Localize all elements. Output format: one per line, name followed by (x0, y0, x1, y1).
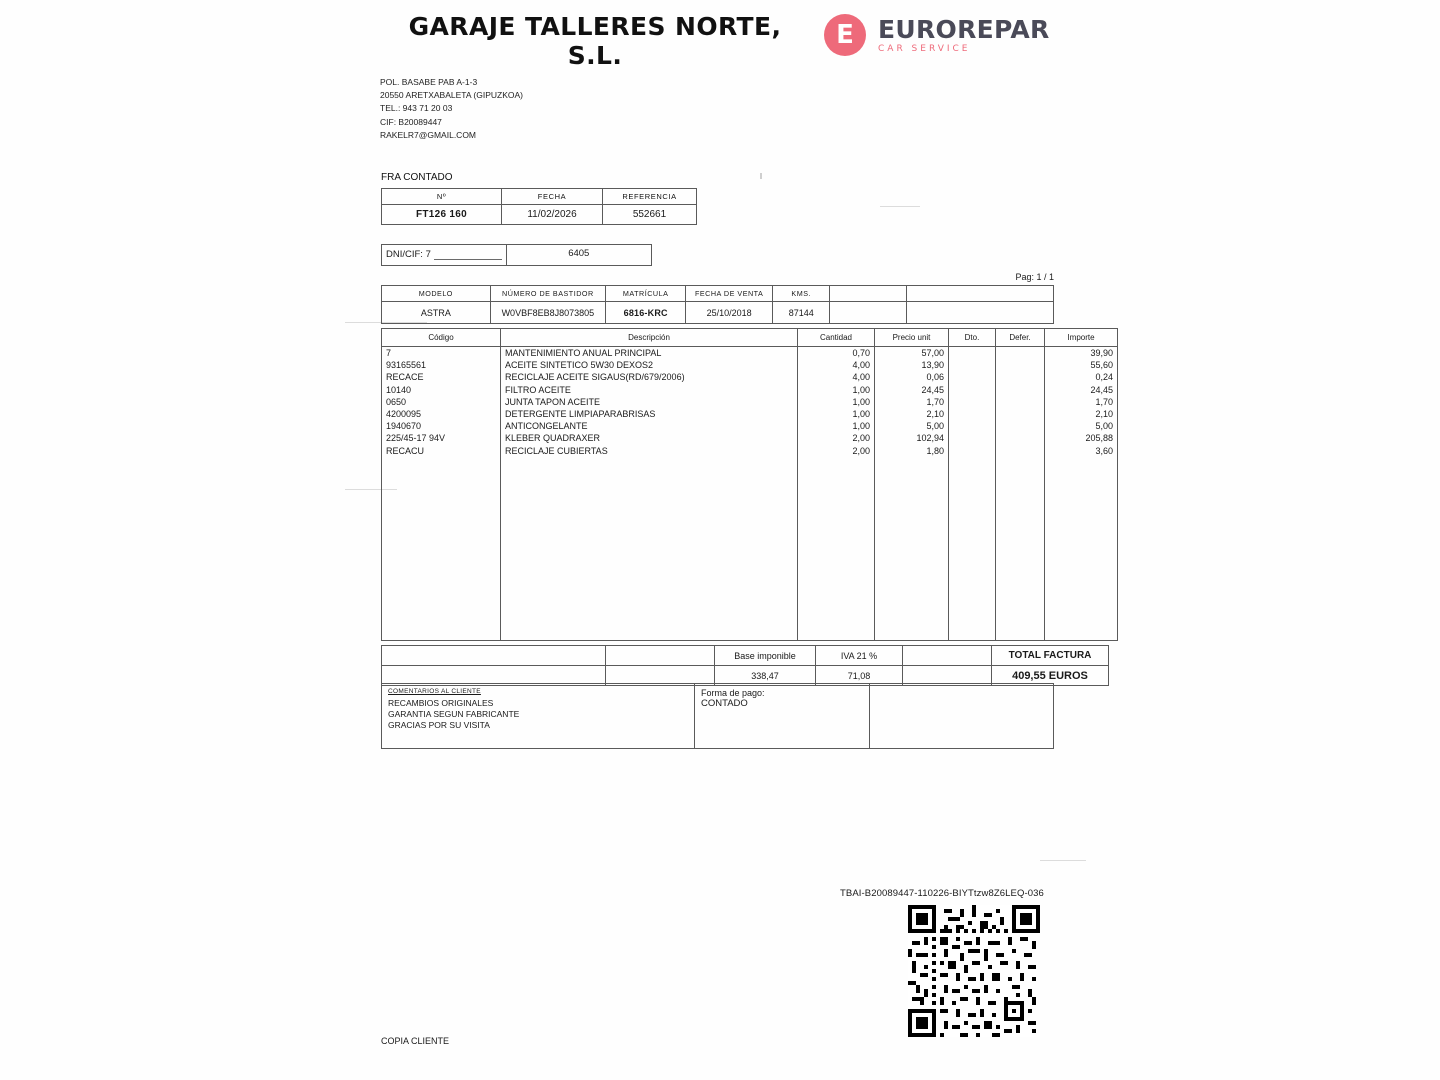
iva-label: IVA 21 % (816, 646, 903, 666)
line-importe: 39,90 (1045, 347, 1118, 360)
address-line: CIF: B20089447 (380, 116, 442, 127)
column-header-cantidad: Cantidad (798, 329, 875, 347)
line-dto (949, 554, 996, 566)
line-codigo (382, 518, 501, 530)
line-cantidad: 4,00 (798, 359, 875, 371)
invoice-type-label: FRA CONTADO (381, 172, 453, 183)
address-line: 20550 ARETXABALETA (GIPUZKOA) (380, 90, 523, 101)
footer-blank-box (870, 683, 1054, 749)
line-defer (996, 420, 1045, 432)
line-descripcion: ACEITE SINTETICO 5W30 DEXOS2 (501, 359, 798, 371)
column-header-extra-2 (906, 286, 1053, 302)
vehicle-bastidor: W0VBF8EB8J8073805 (490, 302, 605, 324)
invoice-reference: 552661 (603, 205, 697, 225)
line-precio (875, 554, 949, 566)
line-codigo (382, 567, 501, 579)
company-address (380, 76, 523, 142)
totals-blank-b (606, 646, 715, 666)
line-cantidad: 1,00 (798, 384, 875, 396)
table-row (382, 445, 1118, 457)
column-header-kms: KMS. (772, 286, 829, 302)
table-row-empty (382, 469, 1118, 481)
payment-label: Forma de pago: (701, 688, 765, 698)
line-dto (949, 396, 996, 408)
column-header-importe: Importe (1045, 329, 1118, 347)
table-row-empty (382, 554, 1118, 566)
table-row (382, 359, 1118, 371)
line-cantidad (798, 493, 875, 505)
invoice-date: 11/02/2026 (502, 205, 603, 225)
line-defer (996, 506, 1045, 518)
line-defer (996, 359, 1045, 371)
column-header-defer: Defer. (996, 329, 1045, 347)
column-header-codigo: Código (382, 329, 501, 347)
line-importe: 1,70 (1045, 396, 1118, 408)
invoice-header-table (381, 188, 697, 225)
line-precio: 1,70 (875, 396, 949, 408)
line-descripcion (501, 603, 798, 615)
comment-line: GRACIAS POR SU VISITA (388, 720, 490, 731)
total-factura-value: 409,55 EUROS (992, 666, 1109, 686)
line-precio: 57,00 (875, 347, 949, 360)
line-cantidad (798, 554, 875, 566)
line-defer (996, 615, 1045, 627)
line-cantidad (798, 542, 875, 554)
line-cantidad (798, 469, 875, 481)
lines-body (382, 347, 1118, 641)
scan-artifact (1040, 860, 1086, 861)
base-imponible-value: 338,47 (715, 666, 816, 686)
line-descripcion: KLEBER QUADRAXER (501, 432, 798, 444)
line-descripcion (501, 615, 798, 627)
line-precio (875, 591, 949, 603)
vehicle-table (381, 285, 1054, 324)
table-row-empty (382, 567, 1118, 579)
line-dto (949, 591, 996, 603)
line-cantidad (798, 627, 875, 640)
line-importe (1045, 554, 1118, 566)
dni-label-wrap (382, 245, 506, 265)
line-dto (949, 445, 996, 457)
line-defer (996, 530, 1045, 542)
line-defer (996, 396, 1045, 408)
line-codigo: 225/45-17 94V (382, 432, 501, 444)
line-codigo (382, 530, 501, 542)
line-precio: 0,06 (875, 371, 949, 383)
line-precio (875, 506, 949, 518)
line-importe (1045, 567, 1118, 579)
brand-text (878, 14, 1050, 54)
line-cantidad: 1,00 (798, 408, 875, 420)
line-precio (875, 518, 949, 530)
brand-name: EUROREPAR (878, 14, 1050, 44)
line-dto (949, 384, 996, 396)
column-header-fecha: FECHA (502, 189, 603, 205)
line-dto (949, 420, 996, 432)
total-factura-label: TOTAL FACTURA (992, 646, 1109, 666)
table-row-empty (382, 579, 1118, 591)
line-dto (949, 603, 996, 615)
address-line: TEL.: 943 71 20 03 (380, 103, 453, 114)
line-importe (1045, 603, 1118, 615)
line-precio (875, 469, 949, 481)
line-descripcion (501, 457, 798, 469)
line-defer (996, 347, 1045, 360)
line-cantidad: 2,00 (798, 432, 875, 444)
table-row-empty (382, 615, 1118, 627)
line-precio (875, 481, 949, 493)
line-descripcion (501, 469, 798, 481)
line-descripcion (501, 530, 798, 542)
dni-row (381, 244, 652, 266)
line-importe (1045, 481, 1118, 493)
line-precio: 2,10 (875, 408, 949, 420)
table-row (382, 420, 1118, 432)
table-header-row (382, 286, 1054, 302)
line-defer (996, 384, 1045, 396)
line-dto (949, 615, 996, 627)
line-defer (996, 591, 1045, 603)
totals-table (381, 645, 1109, 686)
line-codigo: RECACE (382, 371, 501, 383)
line-cantidad (798, 579, 875, 591)
line-precio: 102,94 (875, 432, 949, 444)
line-cantidad (798, 591, 875, 603)
line-precio (875, 542, 949, 554)
tbai-code: TBAI-B20089447-110226-BIYTtzw8Z6LEQ-036 (840, 888, 1044, 899)
line-precio: 13,90 (875, 359, 949, 371)
line-dto (949, 518, 996, 530)
brand-subtitle: CAR SERVICE (878, 43, 971, 54)
line-descripcion (501, 554, 798, 566)
comments-title: COMENTARIOS AL CLIENTE (388, 688, 481, 695)
line-codigo (382, 506, 501, 518)
line-codigo: 1940670 (382, 420, 501, 432)
line-dto (949, 359, 996, 371)
table-row-empty (382, 542, 1118, 554)
line-dto (949, 408, 996, 420)
table-row-empty (382, 481, 1118, 493)
line-descripcion (501, 542, 798, 554)
line-precio (875, 627, 949, 640)
line-precio (875, 615, 949, 627)
line-dto (949, 493, 996, 505)
line-importe (1045, 615, 1118, 627)
column-header-descripcion: Descripción (501, 329, 798, 347)
line-codigo: 0650 (382, 396, 501, 408)
table-row-empty (382, 603, 1118, 615)
line-cantidad: 1,00 (798, 396, 875, 408)
line-defer (996, 371, 1045, 383)
totals-section (381, 645, 1092, 686)
line-defer (996, 579, 1045, 591)
eurorepar-mark-icon: E (824, 14, 866, 56)
line-codigo: 4200095 (382, 408, 501, 420)
line-importe: 2,10 (1045, 408, 1118, 420)
line-defer (996, 432, 1045, 444)
table-row-empty (382, 530, 1118, 542)
line-defer (996, 469, 1045, 481)
lines-table (381, 328, 1118, 641)
line-importe: 55,60 (1045, 359, 1118, 371)
line-cantidad: 4,00 (798, 371, 875, 383)
line-dto (949, 371, 996, 383)
table-row (382, 432, 1118, 444)
line-descripcion (501, 579, 798, 591)
line-codigo: 7 (382, 347, 501, 360)
vehicle-kms: 87144 (772, 302, 829, 324)
table-row (382, 302, 1054, 324)
dni-blank-line (434, 248, 502, 260)
line-descripcion (501, 481, 798, 493)
line-codigo: RECACU (382, 445, 501, 457)
line-precio: 5,00 (875, 420, 949, 432)
line-cantidad: 1,00 (798, 420, 875, 432)
line-codigo (382, 591, 501, 603)
totals-blank-c (903, 646, 992, 666)
line-codigo (382, 542, 501, 554)
line-precio (875, 567, 949, 579)
column-header-fecha-venta: FECHA DE VENTA (686, 286, 773, 302)
line-cantidad (798, 567, 875, 579)
column-header-precio: Precio unit (875, 329, 949, 347)
line-importe (1045, 493, 1118, 505)
line-codigo (382, 627, 501, 640)
table-row-empty (382, 591, 1118, 603)
scan-artifact (760, 173, 762, 179)
table-row (382, 384, 1118, 396)
line-importe (1045, 457, 1118, 469)
line-importe (1045, 530, 1118, 542)
column-header-dto: Dto. (949, 329, 996, 347)
line-cantidad (798, 481, 875, 493)
line-codigo: 93165561 (382, 359, 501, 371)
comments-box (381, 683, 695, 749)
table-header-row (382, 329, 1118, 347)
line-cantidad (798, 457, 875, 469)
line-codigo (382, 554, 501, 566)
line-codigo (382, 579, 501, 591)
table-row-empty (382, 518, 1118, 530)
line-codigo (382, 603, 501, 615)
line-importe (1045, 518, 1118, 530)
line-importe (1045, 627, 1118, 640)
line-dto (949, 347, 996, 360)
line-precio (875, 579, 949, 591)
base-imponible-label: Base imponible (715, 646, 816, 666)
line-cantidad (798, 615, 875, 627)
comment-line: RECAMBIOS ORIGINALES (388, 698, 494, 708)
table-row (382, 408, 1118, 420)
copy-label: COPIA CLIENTE (381, 1036, 450, 1046)
payment-box (695, 683, 870, 749)
line-precio (875, 493, 949, 505)
column-header-matricula: MATRÍCULA (606, 286, 686, 302)
line-importe: 5,00 (1045, 420, 1118, 432)
line-defer (996, 603, 1045, 615)
line-defer (996, 542, 1045, 554)
line-importe (1045, 579, 1118, 591)
line-importe (1045, 469, 1118, 481)
table-row-empty (382, 627, 1118, 640)
line-descripcion (501, 591, 798, 603)
line-defer (996, 627, 1045, 640)
line-codigo (382, 457, 501, 469)
line-cantidad: 0,70 (798, 347, 875, 360)
line-cantidad (798, 603, 875, 615)
qr-code-icon (908, 905, 1040, 1037)
line-importe: 0,24 (1045, 371, 1118, 383)
line-defer (996, 567, 1045, 579)
comment-line: GARANTIA SEGUN FABRICANTE (388, 709, 520, 720)
table-row (382, 347, 1118, 360)
line-defer (996, 445, 1045, 457)
table-row (382, 371, 1118, 383)
line-defer (996, 493, 1045, 505)
table-header-row (382, 189, 697, 205)
line-importe: 3,60 (1045, 445, 1118, 457)
column-header-bastidor: NÚMERO DE BASTIDOR (490, 286, 605, 302)
address-line: POL. BASABE PAB A-1-3 (380, 77, 478, 87)
line-descripcion (501, 518, 798, 530)
line-importe (1045, 591, 1118, 603)
line-dto (949, 432, 996, 444)
line-defer (996, 481, 1045, 493)
dni-right-value: 6405 (506, 245, 651, 265)
line-codigo: 10140 (382, 384, 501, 396)
page-indicator: Pag: 1 / 1 (1015, 272, 1054, 282)
line-codigo (382, 469, 501, 481)
line-cantidad (798, 530, 875, 542)
eurorepar-logo (824, 14, 1050, 56)
dni-label: DNI/CIF: (386, 249, 423, 260)
line-importe (1045, 542, 1118, 554)
footer-section (381, 683, 1054, 749)
vehicle-extra-2 (906, 302, 1053, 324)
line-dto (949, 627, 996, 640)
column-header-extra-1 (830, 286, 906, 302)
vehicle-extra-1 (830, 302, 906, 324)
line-dto (949, 469, 996, 481)
line-defer (996, 554, 1045, 566)
line-precio (875, 530, 949, 542)
line-precio: 1,80 (875, 445, 949, 457)
totals-blank-a (382, 646, 606, 666)
line-descripcion: ANTICONGELANTE (501, 420, 798, 432)
line-cantidad (798, 518, 875, 530)
line-dto (949, 530, 996, 542)
line-precio (875, 457, 949, 469)
line-codigo (382, 481, 501, 493)
table-row-empty (382, 506, 1118, 518)
table-row (382, 205, 697, 225)
line-cantidad (798, 506, 875, 518)
line-defer (996, 408, 1045, 420)
line-descripcion: RECICLAJE ACEITE SIGAUS(RD/679/2006) (501, 371, 798, 383)
table-row-empty (382, 457, 1118, 469)
line-descripcion (501, 567, 798, 579)
iva-value: 71,08 (816, 666, 903, 686)
line-dto (949, 481, 996, 493)
line-descripcion: DETERGENTE LIMPIAPARABRISAS (501, 408, 798, 420)
vehicle-modelo: ASTRA (382, 302, 491, 324)
line-dto (949, 457, 996, 469)
column-header-referencia: REFERENCIA (603, 189, 697, 205)
line-descripcion: RECICLAJE CUBIERTAS (501, 445, 798, 457)
invoice-lines (381, 328, 1113, 645)
line-descripcion (501, 627, 798, 640)
line-dto (949, 542, 996, 554)
line-codigo (382, 615, 501, 627)
line-defer (996, 457, 1045, 469)
line-cantidad: 2,00 (798, 445, 875, 457)
line-descripcion (501, 506, 798, 518)
line-codigo (382, 493, 501, 505)
line-descripcion: MANTENIMIENTO ANUAL PRINCIPAL (501, 347, 798, 360)
line-descripcion: JUNTA TAPON ACEITE (501, 396, 798, 408)
scan-artifact (880, 206, 920, 207)
table-row (382, 396, 1118, 408)
table-row-empty (382, 493, 1118, 505)
line-defer (996, 518, 1045, 530)
company-title: GARAJE TALLERES NORTE, S.L. (408, 12, 782, 70)
line-descripcion: FILTRO ACEITE (501, 384, 798, 396)
line-dto (949, 579, 996, 591)
line-precio (875, 603, 949, 615)
column-header-numero: Nº (382, 189, 502, 205)
vehicle-fecha-venta: 25/10/2018 (686, 302, 773, 324)
payment-value: CONTADO (701, 698, 748, 709)
dni-partial-value: 7 (425, 249, 431, 260)
line-dto (949, 506, 996, 518)
line-importe: 24,45 (1045, 384, 1118, 396)
line-descripcion (501, 493, 798, 505)
invoice-number: FT126 160 (382, 205, 502, 225)
column-header-modelo: MODELO (382, 286, 491, 302)
totals-header-row (382, 646, 1109, 666)
vehicle-matricula: 6816-KRC (606, 302, 686, 324)
line-precio: 24,45 (875, 384, 949, 396)
address-line: RAKELR7@GMAIL.COM (380, 129, 477, 140)
line-importe (1045, 506, 1118, 518)
line-importe: 205,88 (1045, 432, 1118, 444)
line-dto (949, 567, 996, 579)
